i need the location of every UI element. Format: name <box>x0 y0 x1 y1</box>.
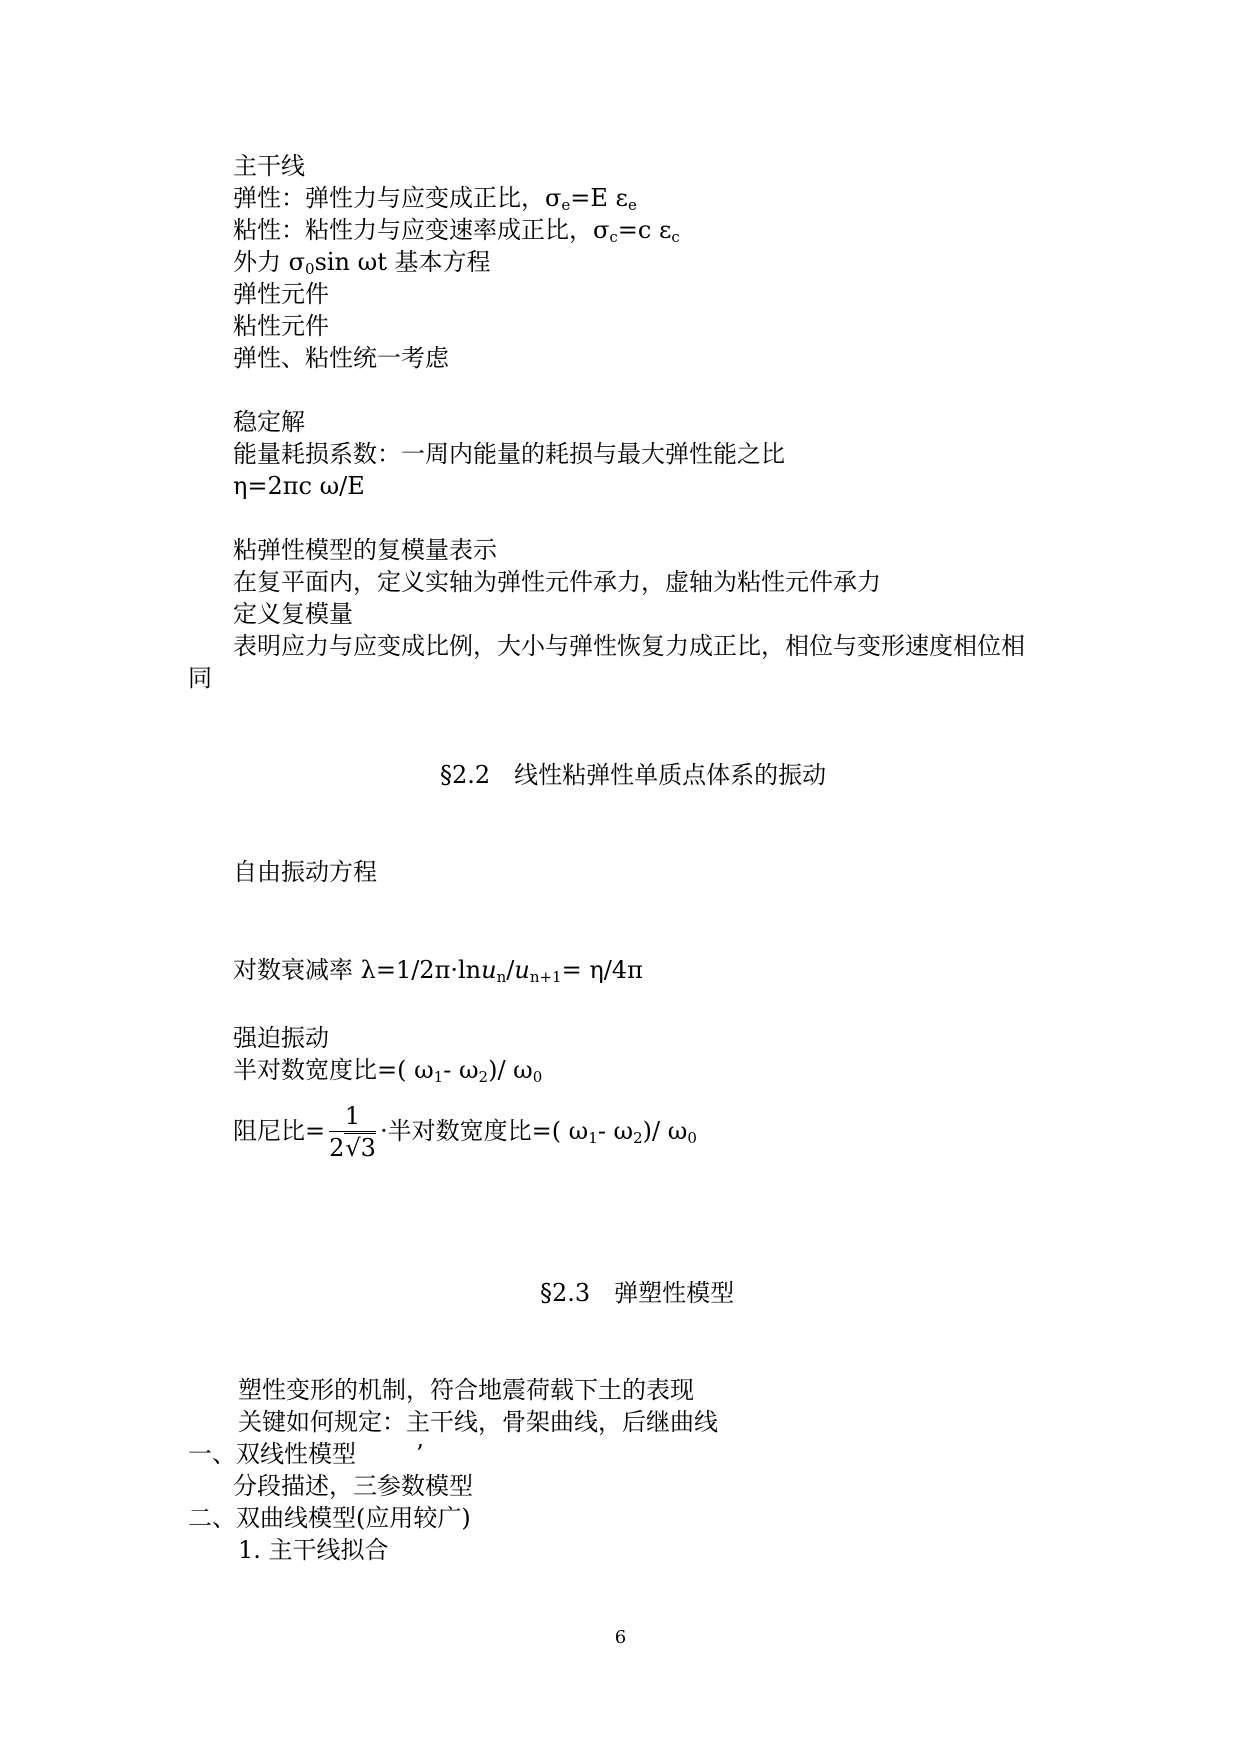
text-line: 在复平面内，定义实轴为弹性元件承力，虚轴为粘性元件承力 <box>233 568 881 596</box>
text-line: 主干线 <box>233 152 305 180</box>
text-line: 弹性元件 <box>233 280 329 308</box>
text-line: 自由振动方程 <box>233 858 377 886</box>
text-line: 定义复模量 <box>233 600 353 628</box>
text-line: 表明应力与应变成比例，大小与弹性恢复力成正比，相位与变形速度相位相 <box>233 632 1025 660</box>
text-line: 对数衰减率 $\lambda=1/2\pi\cdot\ln u_n/u_{n+1}= \eta/4\pi$ <box>233 956 643 986</box>
text-line: 二、双曲线模型(应用较广) <box>188 1504 471 1532</box>
fraction: $\frac{1}{2√3}$ <box>329 1102 376 1162</box>
text-line: 强迫振动 <box>233 1024 329 1052</box>
section-heading: §2.3 弹塑性模型 <box>540 1279 735 1307</box>
text-line: η=2πc ω/E <box>233 472 365 500</box>
text-line: 能量耗损系数：一周内能量的耗损与最大弹性能之比 <box>233 440 785 468</box>
text-line: 1. 主干线拟合 <box>238 1536 389 1564</box>
section-heading: §2.2 线性粘弹性单质点体系的振动 <box>440 761 827 789</box>
text-line: 粘性元件 <box>233 312 329 340</box>
text-line: 粘弹性模型的复模量表示 <box>233 536 497 564</box>
text-line: 塑性变形的机制，符合地震荷载下土的表现 <box>238 1376 694 1404</box>
formula-line: 阻尼比= $\frac{1}{2√3}$ ·半对数宽度比=( $\omega_1-$ $\omega_2)/$ $\omega_0$ <box>233 1102 697 1162</box>
text-line: 弹性：弹性力与应变成正比，$\sigma_e=E$ $\varepsilon_e$ <box>233 184 637 214</box>
text-line: 稳定解 <box>233 408 305 436</box>
text-line: 同 <box>188 664 212 692</box>
text-line: 分段描述，三参数模型 <box>233 1472 473 1500</box>
text-line: 弹性、粘性统一考虑 <box>233 344 449 372</box>
page-number: 6 <box>614 1627 627 1648</box>
text-line: 关键如何规定：主干线，骨架曲线，后继曲线 <box>238 1408 718 1436</box>
text-line: 粘性：粘性力与应变速率成正比，$\sigma_c=c$ $\varepsilon_c$ <box>233 216 680 246</box>
text-line: 一、双线性模型 ’ <box>188 1440 424 1468</box>
text-line: 半对数宽度比=( $\omega_1-$ $\omega_2)/$ $\omega_0$ <box>233 1056 543 1086</box>
text-line: 外力 $\sigma_0\sin$ ωt 基本方程 <box>233 248 491 278</box>
